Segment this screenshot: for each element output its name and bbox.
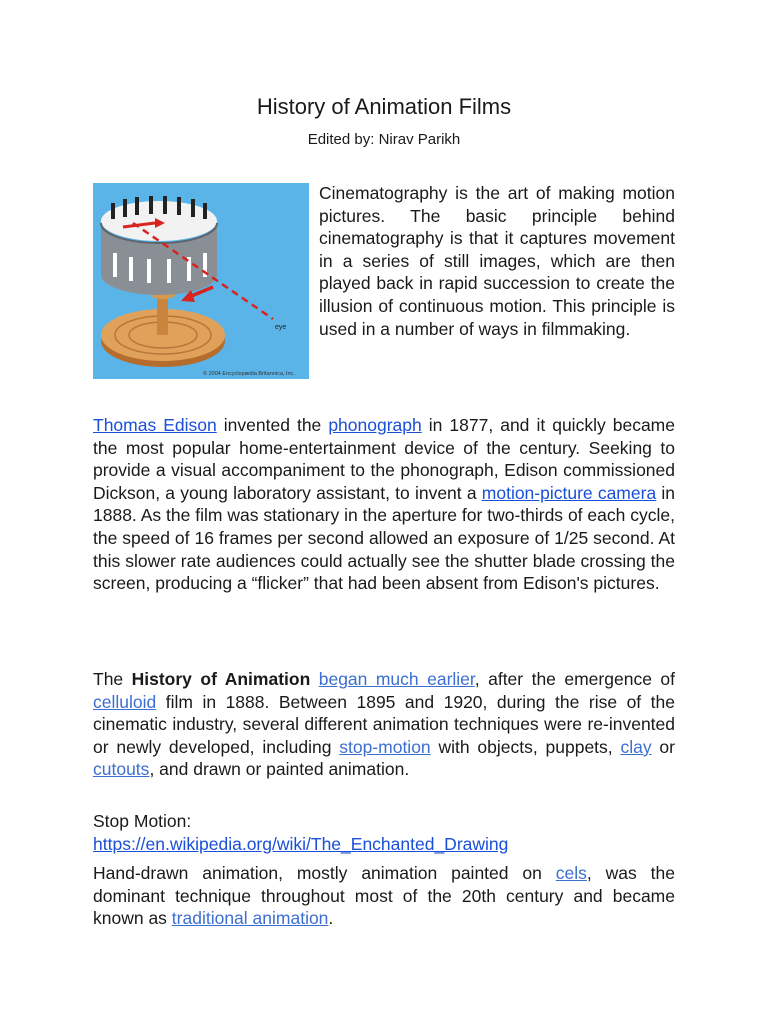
link-thomas-edison[interactable]: Thomas Edison <box>93 415 217 435</box>
link-celluloid[interactable]: celluloid <box>93 691 157 712</box>
link-phonograph[interactable]: phonograph <box>328 415 422 435</box>
link-traditional-animation[interactable]: traditional animation <box>171 908 329 929</box>
paragraph-hand-drawn: Hand-drawn animation, mostly animation painted on cels, was the dominant technique throughout most of the 20th century and became known as traditional animation. <box>93 863 675 929</box>
document-subtitle: Edited by: Nirav Parikh <box>307 131 461 148</box>
stop-motion-label: Stop Motion: <box>93 811 192 831</box>
link-enchanted-drawing-url[interactable]: https://en.wikipedia.org/wiki/The_Enchanted_Drawing <box>93 833 509 854</box>
link-clay[interactable]: clay <box>620 736 652 757</box>
paragraph-stop-motion <box>93 810 675 855</box>
paragraph-edison: Thomas Edison invented the phonograph in 1877, and it quickly became the most popular home-entertainment device of the century. Seeking to provide a visual accompaniment to the phonograph, Edison commissioned Dickson, a young laboratory assistant, to invent a motion-picture camera in 1888. As the film was stationary in the aperture for two-thirds of each cycle, the speed of 16 frames per second allowed an exposure of 1/25 second. At this slower rate audiences could actually see the shutter blade crossing the screen, producing a “flicker” that had been absent from Edison's pictures. <box>93 415 675 594</box>
link-cutouts[interactable]: cutouts <box>93 759 150 780</box>
bold-history-of-animation: History of Animation <box>131 669 311 689</box>
link-stop-motion[interactable]: stop-motion <box>339 736 431 757</box>
link-cels[interactable]: cels <box>555 863 587 883</box>
zoetrope-illustration <box>93 183 309 379</box>
eye-label: eye <box>275 324 287 331</box>
paragraph-cinematography: Cinematography is the art of making motion pictures. The basic principle behind cinematography is that it captures movement in a series of still images, which are then played back in rapid succession to create the illusion of continuous motion. This principle is used in a number of ways in filmmaking. <box>319 183 675 339</box>
figure-copyright: © 2004 Encyclopædia Britannica, Inc. <box>203 371 295 377</box>
document-title: History of Animation Films <box>256 94 512 119</box>
link-began-much-earlier[interactable]: began much earlier <box>318 669 475 689</box>
link-motion-picture-camera[interactable]: motion-picture camera <box>481 482 657 503</box>
paragraph-history: The History of Animation began much earlier, after the emergence of celluloid film in 1888. Between 1895 and 1920, during the rise of the cinematic industry, several different animation techniques were re-invented or newly developed, including stop-motion with objects, puppets, clay or cutouts, and drawn or painted animation. <box>93 669 675 780</box>
